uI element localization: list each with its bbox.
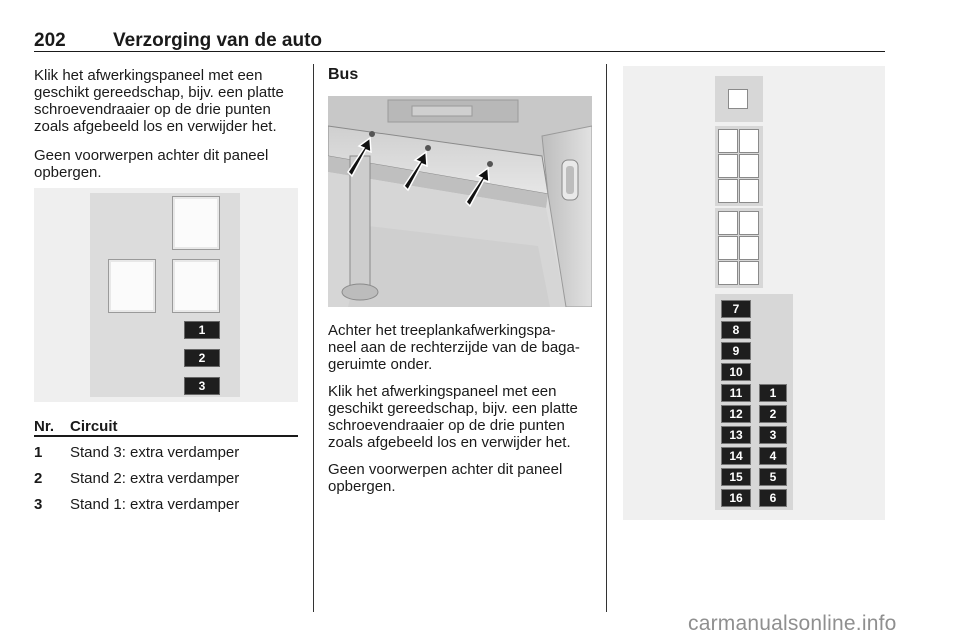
- text-line: Geen voorwerpen achter dit paneel: [328, 461, 563, 478]
- column-header-nr: Nr.: [34, 418, 55, 435]
- relay-slot: [718, 129, 738, 153]
- relay-right: [172, 259, 220, 313]
- row-circuit: Stand 2: extra verdamper: [70, 470, 240, 487]
- row-circuit: Stand 3: extra verdamper: [70, 444, 240, 461]
- relay-slot: [739, 154, 759, 178]
- relay-slot: [718, 236, 738, 260]
- left-paragraph-2: [34, 147, 304, 181]
- text-line: Achter het treeplankafwerkingspa-: [328, 322, 556, 339]
- fuse-label: 1: [759, 384, 787, 402]
- table-row: [34, 495, 298, 515]
- relay-slot: [739, 129, 759, 153]
- middle-paragraph-3: [328, 461, 600, 495]
- fuse-label: 15: [721, 468, 751, 486]
- fuse-label: 9: [721, 342, 751, 360]
- middle-paragraph-1: [328, 322, 600, 373]
- row-nr: 2: [34, 470, 43, 487]
- fuse-box-figure: [623, 66, 885, 520]
- text-line: schroevendraaier op de drie punten: [34, 101, 271, 118]
- fuse-label: 12: [721, 405, 751, 423]
- fuse-label: 2: [759, 405, 787, 423]
- fuse-label: 2: [184, 349, 220, 367]
- relay-slot: [728, 89, 748, 109]
- relay-slot: [718, 154, 738, 178]
- row-nr: 3: [34, 496, 43, 513]
- relay-slot: [718, 211, 738, 235]
- cargo-area-illustration: [328, 96, 592, 307]
- relay-slot: [739, 179, 759, 203]
- table-row: [34, 443, 298, 463]
- text-line: geruimte onder.: [328, 356, 433, 373]
- column-header-circuit: Circuit: [70, 418, 118, 435]
- fuse-label: 6: [759, 489, 787, 507]
- relay-top: [172, 196, 220, 250]
- fuse-label: 13: [721, 426, 751, 444]
- fuse-label: 7: [721, 300, 751, 318]
- fuse-label: 5: [759, 468, 787, 486]
- fuse-label: 10: [721, 363, 751, 381]
- fuse-label: 1: [184, 321, 220, 339]
- watermark: carmanualsonline.info: [688, 612, 897, 635]
- fuse-label: 11: [721, 384, 751, 402]
- table-row: [34, 469, 298, 489]
- row-nr: 1: [34, 444, 43, 461]
- fuse-label: 8: [721, 321, 751, 339]
- page-title: Verzorging van de auto: [113, 30, 323, 51]
- relay-block-a: [715, 126, 763, 206]
- section-title: Bus: [328, 66, 359, 83]
- cargo-area-photo: [328, 96, 592, 307]
- row-circuit: Stand 1: extra verdamper: [70, 496, 240, 513]
- page-number: 202: [34, 30, 66, 51]
- text-line: Klik het afwerkingspaneel met een: [34, 67, 263, 84]
- circuit-table-header: [34, 417, 298, 437]
- text-line: zoals afgebeeld los en verwijder het.: [328, 434, 571, 451]
- text-line: schroevendraaier op de drie punten: [328, 417, 565, 434]
- left-paragraph-1: [34, 67, 304, 135]
- page-header: [34, 30, 885, 52]
- fuse-label: 3: [759, 426, 787, 444]
- text-line: Klik het afwerkingspaneel met een: [328, 383, 557, 400]
- fuse-label: 16: [721, 489, 751, 507]
- relay-slot: [739, 261, 759, 285]
- column-divider-right: [606, 64, 607, 612]
- text-line: geschikt gereedschap, bijv. een platte: [328, 400, 578, 417]
- text-line: opbergen.: [328, 478, 396, 495]
- relay-panel: [90, 193, 240, 397]
- middle-paragraph-2: [328, 383, 600, 451]
- relay-slot: [739, 211, 759, 235]
- fuse-label: 14: [721, 447, 751, 465]
- relay-slot: [739, 236, 759, 260]
- column-divider-left: [313, 64, 314, 612]
- relay-block-b: [715, 208, 763, 288]
- relay-slot: [718, 179, 738, 203]
- text-line: geschikt gereedschap, bijv. een platte: [34, 84, 284, 101]
- relay-panel-figure: [34, 188, 298, 402]
- text-line: zoals afgebeeld los en verwijder het.: [34, 118, 277, 135]
- text-line: Geen voorwerpen achter dit paneel: [34, 147, 269, 164]
- relay-slot: [718, 261, 738, 285]
- text-line: opbergen.: [34, 164, 102, 181]
- text-line: neel aan de rechterzijde van de baga-: [328, 339, 580, 356]
- fuse-label: 4: [759, 447, 787, 465]
- relay-block-top: [715, 76, 763, 122]
- fuse-label: 3: [184, 377, 220, 395]
- relay-left: [108, 259, 156, 313]
